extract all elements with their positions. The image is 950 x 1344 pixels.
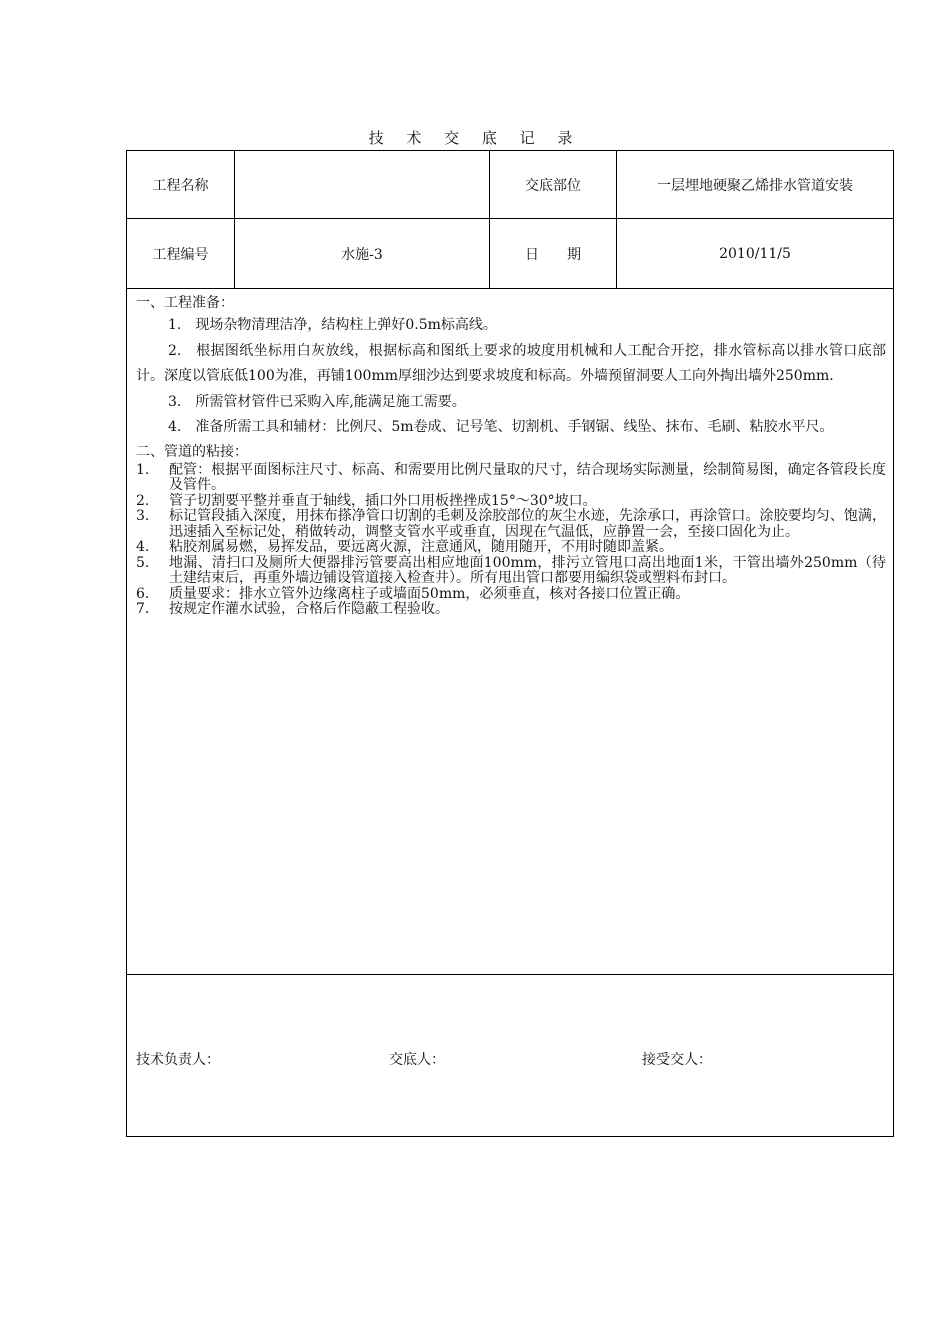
bond-item-text: 标记管段插入深度，用抹布搽净管口切割的毛刺及涂胶部位的灰尘水迹，先涂承口，再涂管口。涂胶要均匀、饱满，迅速插入至标记处，稍做转动，调整支管水平或垂直，因现在气温低，应静置一会，至接口固化为止。 (169, 508, 886, 540)
prep-item: 4. 准备所需工具和辅材：比例尺、5m卷成、记号笔、切割机、手钢锯、线坠、抹布、毛刷、粘胶水平尺。 (168, 419, 834, 435)
bond-item-text: 按规定作灌水试验，合格后作隐蔽工程验收。 (169, 601, 449, 617)
location-label: 交底部位 (525, 177, 581, 194)
bond-item (136, 556, 886, 587)
location-value: 一层埋地硬聚乙烯排水管道安装 (657, 177, 853, 194)
record-table (126, 150, 894, 1137)
bond-item-text: 粘胶剂属易燃，易挥发品，要远离火源，注意通风，随用随开，不用时随即盖紧。 (169, 539, 673, 555)
bond-item-number: 4. (136, 539, 150, 555)
document-title: 技 术 交 底 记 录 (368, 129, 582, 147)
bond-item (136, 509, 886, 540)
project-no-value: 水施-3 (341, 246, 383, 263)
bond-item-number: 6. (136, 585, 150, 602)
presenter-signature-label: 交底人： (389, 1052, 445, 1068)
bond-item-number: 1. (136, 461, 150, 478)
bond-item-number: 7. (136, 601, 150, 617)
project-no-label: 工程编号 (152, 246, 209, 263)
date-value: 2010/11/5 (719, 245, 791, 262)
disclosure-content (136, 293, 886, 618)
bond-item (136, 602, 886, 618)
bond-item (136, 494, 886, 510)
section-title-bonding: 二、管道的粘接： (136, 443, 248, 460)
row-divider (127, 288, 893, 289)
receiver-signature-label: 接受交人： (642, 1052, 712, 1068)
bond-item-text: 地漏、清扫口及厕所大便器排污管要高出相应地面100mm，排污立管甩口高出地面1米，干管出墙外250mm（待土建结束后，再重外墙边铺设管道接入检查井）。所有甩出管口都要用编织袋或塑料布封口。 (169, 554, 886, 586)
section-title-preparation: 一、工程准备： (136, 295, 234, 311)
bond-item (136, 587, 886, 603)
bond-item-number: 5. (136, 554, 150, 571)
bond-item-text: 质量要求：排水立管外边缘离柱子或墙面50mm，必须垂直，核对各接口位置正确。 (169, 585, 690, 602)
project-name-value (235, 151, 489, 218)
bond-item-number: 2. (136, 492, 150, 509)
project-name-label: 工程名称 (152, 177, 209, 194)
date-label: 日 期 (525, 246, 581, 263)
bond-item (136, 540, 886, 556)
bond-item-text: 配管：根据平面图标注尺寸、标高、和需要用比例尺量取的尺寸，结合现场实际测量，绘制简易图，确定各管段长度及管件。 (169, 461, 886, 493)
prep-item: 3. 所需管材管件已采购入库,能满足施工需要。 (168, 393, 466, 410)
prep-item: 2. 根据图纸坐标用白灰放线，根据标高和图纸上要求的坡度用机械和人工配合开挖，排水管标高以排水管口底部计。深度以管底低100为准，再铺100mm厚细沙达到要求坡度和标高。外墙预留洞要人工向外掏出墙外250mm. (136, 342, 886, 384)
bond-item-text: 管子切割要平整并垂直于轴线，插口外口用板挫挫成15°～30°坡口。 (169, 492, 597, 509)
prep-item: 1. 现场杂物清理洁净，结构柱上弹好0.5m标高线。 (168, 317, 497, 333)
bond-item-number: 3. (136, 508, 150, 524)
row-divider (127, 974, 893, 975)
bond-item (136, 463, 886, 494)
tech-lead-signature-label: 技术负责人： (136, 1052, 220, 1068)
